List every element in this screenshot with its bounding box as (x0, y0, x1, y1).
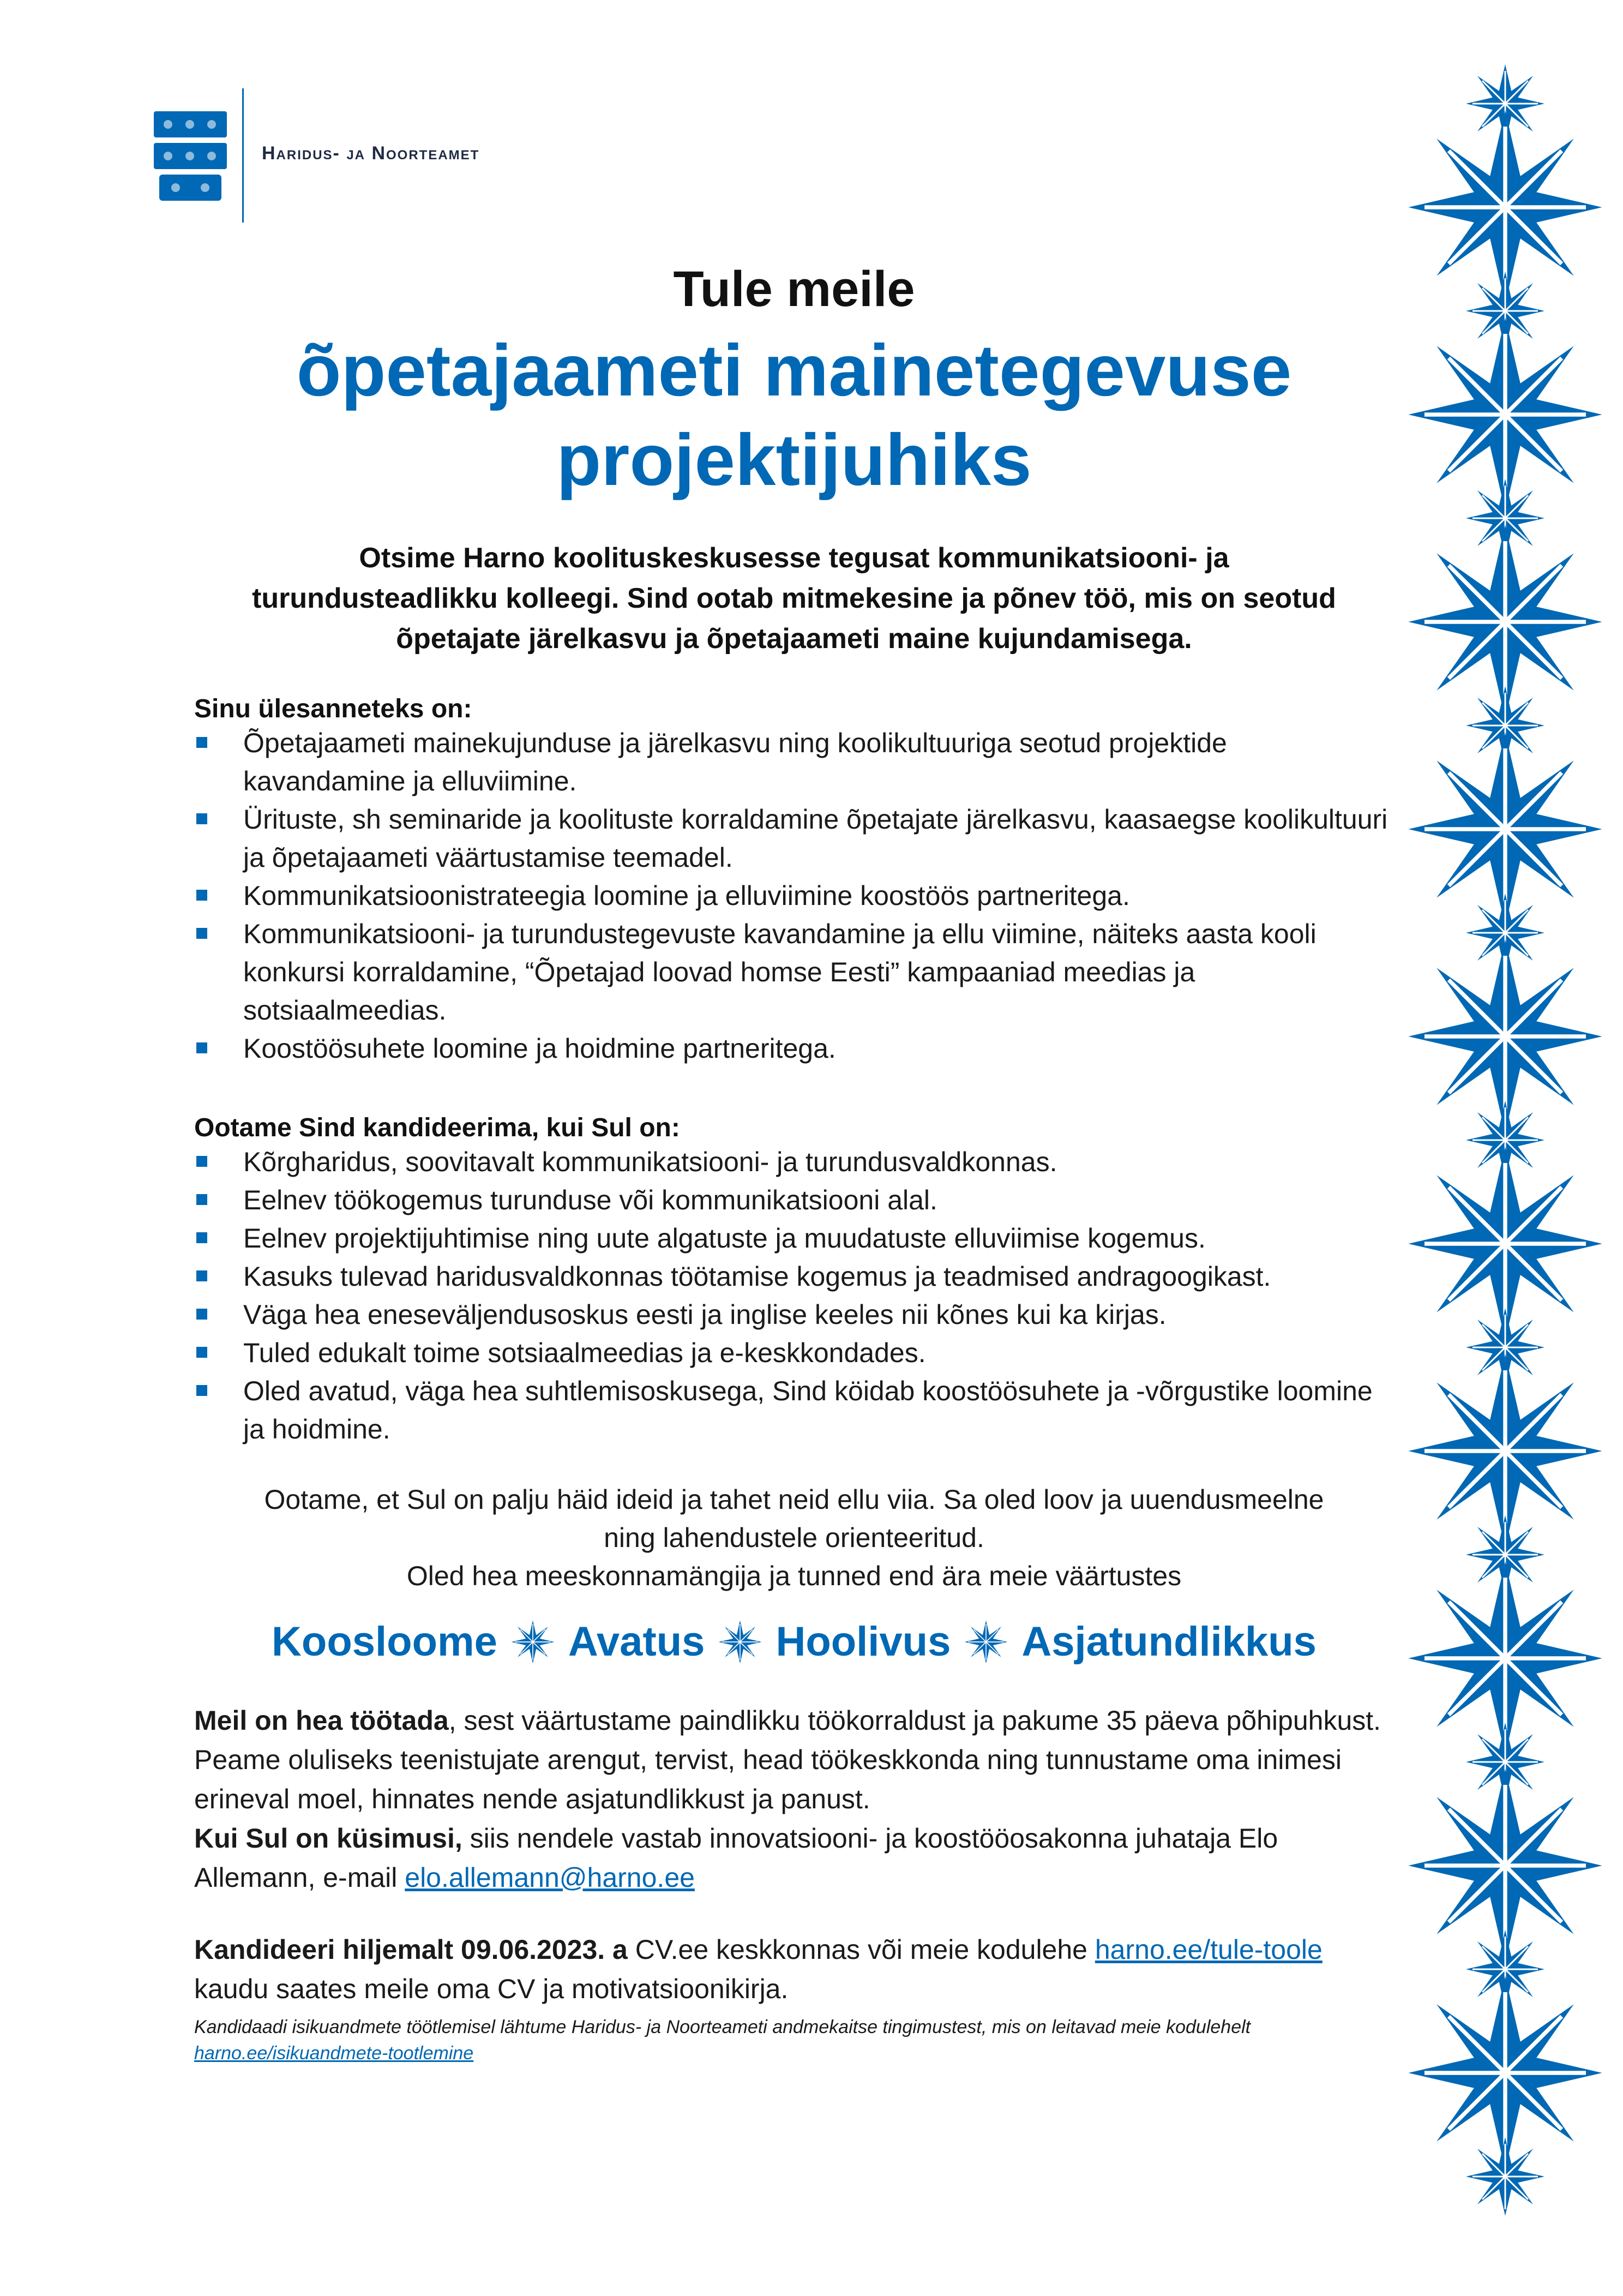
org-name: Haridus- ja Noorteamet (262, 143, 480, 164)
list-item: Väga hea eneseväljendusoskus eesti ja inglise keeles nii kõnes kui ka kirjas. (194, 1296, 1394, 1334)
title-intro: Tule meile (673, 261, 915, 317)
value-label: Koosloome (272, 1618, 497, 1665)
square-bullet-icon (196, 813, 207, 824)
square-bullet-icon (196, 1385, 207, 1396)
list-item: Oled avatud, väga hea suhtlemisoskusega, Sind köidab koostöösuhete ja -võrgustike loomine ja hoidmine. (194, 1372, 1394, 1448)
intro-line: turundusteadlikku kolleegi. Sind ootab mitmekesine ja põnev töö, mis on seotud (252, 583, 1336, 614)
square-bullet-icon (196, 1156, 207, 1167)
benefits-text: Meil on hea töötada, sest väärtustame paindlikku töökorraldust ja pakume 35 päeva põhipuhkust. Peame oluliseks teenistujate arengut, tervist, head töökeskkonda ning tunnustame oma inimesi erineval moel, hinnates nende asjatundlikkust ja panust. (194, 1705, 1381, 1814)
closing-paragraph (194, 1480, 1394, 1595)
apply-link[interactable]: harno.ee/tule-toole (1095, 1934, 1323, 1965)
list-item: Koostöösuhete loomine ja hoidmine partneritega. (194, 1029, 1394, 1068)
contact-email-link[interactable]: elo.allemann@harno.ee (405, 1862, 695, 1893)
list-item: Õpetajaameti mainekujunduse ja järelkasvu ning koolikultuuriga seotud projektide kavandamine ja elluviimine. (194, 724, 1394, 800)
requirements-list (194, 1143, 1394, 1448)
list-item: Kasuks tulevad haridusvaldkonnas töötamise kogemus ja teadmised andragoogikast. (194, 1257, 1394, 1296)
square-bullet-icon (196, 737, 207, 748)
value-label: Asjatundlikkus (1021, 1618, 1317, 1665)
tasks-section (194, 694, 1394, 1068)
closing-line: Ootame, et Sul on palju häid ideid ja tahet neid ellu viia. Sa oled loov ja uuendusmeelne (264, 1484, 1324, 1515)
job-title-line: projektijuhiks (556, 419, 1032, 501)
values-row (194, 1618, 1394, 1665)
square-bullet-icon (196, 1347, 207, 1358)
square-bullet-icon (196, 1232, 207, 1243)
job-title (194, 326, 1394, 505)
star-ornament-column (1396, 33, 1614, 2269)
list-item: Eelnev projektijuhtimise ning uute algatuste ja muudatuste elluviimise kogemus. (194, 1219, 1394, 1257)
logo-divider (242, 88, 244, 223)
apply-paragraph: Kandideeri hiljemalt 09.06.2023. a CV.ee keskkonnas või meie kodulehe harno.ee/tule-toole kaudu saates meile oma CV ja motivatsioonikirja. (194, 1934, 1323, 2004)
benefits-lead: Meil on hea töötada (194, 1705, 449, 1736)
privacy-footnote: Kandidaadi isikuandmete töötlemisel lähtume Haridus- ja Noorteameti andmekaitse tingimustest, mis on leitavad meie kodulehelt harno.ee/isikuandmete-tootlemine (194, 2017, 1251, 2064)
star-ornament-icon (964, 1620, 1008, 1664)
estonian-coat-of-arms-logo (152, 109, 229, 204)
job-title-line: õpetajaameti mainetegevuse (296, 330, 1292, 411)
requirements-section (194, 1113, 1394, 1448)
square-bullet-icon (196, 1309, 207, 1320)
square-bullet-icon (196, 928, 207, 939)
list-item: Kommunikatsiooni- ja turundustegevuste kavandamine ja ellu viimine, näiteks aasta kooli konkursi korraldamine, “Õpetajad loovad homse Eesti” kampaaniad meedias ja sotsiaalmeedias. (194, 915, 1394, 1029)
list-item: Kommunikatsioonistrateegia loomine ja elluviimine koostöös partneritega. (194, 877, 1394, 915)
intro-line: Otsime Harno koolituskeskusesse tegusat kommunikatsiooni- ja (359, 542, 1229, 574)
square-bullet-icon (196, 1042, 207, 1053)
value-label: Avatus (568, 1618, 705, 1665)
privacy-link[interactable]: harno.ee/isikuandmete-tootlemine (194, 2043, 474, 2064)
apply-deadline: Kandideeri hiljemalt 09.06.2023. a (194, 1934, 628, 1965)
value-label: Hoolivus (776, 1618, 951, 1665)
small-star-ornament-icon (1466, 2137, 1544, 2216)
closing-line: ning lahendustele orienteeritud. (604, 1522, 984, 1553)
closing-line: Oled hea meeskonnamängija ja tunned end ära meie väärtustes (406, 1561, 1182, 1591)
requirements-heading: Ootame Sind kandideerima, kui Sul on: (194, 1113, 680, 1142)
contact-lead: Kui Sul on küsimusi, (194, 1823, 462, 1854)
benefits-paragraph (194, 1701, 1394, 1897)
star-ornament-icon (718, 1620, 762, 1664)
ornament-stars (1408, 64, 1602, 2216)
star-ornament-icon (510, 1620, 555, 1664)
list-item: Eelnev töökogemus turunduse või kommunikatsiooni alal. (194, 1181, 1394, 1219)
tasks-list (194, 724, 1394, 1068)
tasks-heading: Sinu ülesanneteks on: (194, 694, 472, 723)
square-bullet-icon (196, 1194, 207, 1205)
list-item: Kõrgharidus, soovitavalt kommunikatsiooni- ja turundusvaldkonnas. (194, 1143, 1394, 1181)
list-item: Ürituste, sh seminaride ja koolituste korraldamine õpetajate järelkasvu, kaasaegse koolikultuuri ja õpetajaameti väärtustamise teemadel. (194, 800, 1394, 877)
list-item: Tuled edukalt toime sotsiaalmeedias ja e-keskkondades. (194, 1334, 1394, 1372)
square-bullet-icon (196, 890, 207, 901)
intro-line: õpetajate järelkasvu ja õpetajaameti maine kujundamisega. (396, 623, 1192, 655)
intro-paragraph (194, 538, 1394, 659)
contact-text: Kui Sul on küsimusi, siis nendele vastab innovatsiooni- ja koostööosakonna juhataja Elo Allemann, e-mail elo.allemann@harno.ee (194, 1823, 1278, 1893)
square-bullet-icon (196, 1270, 207, 1281)
